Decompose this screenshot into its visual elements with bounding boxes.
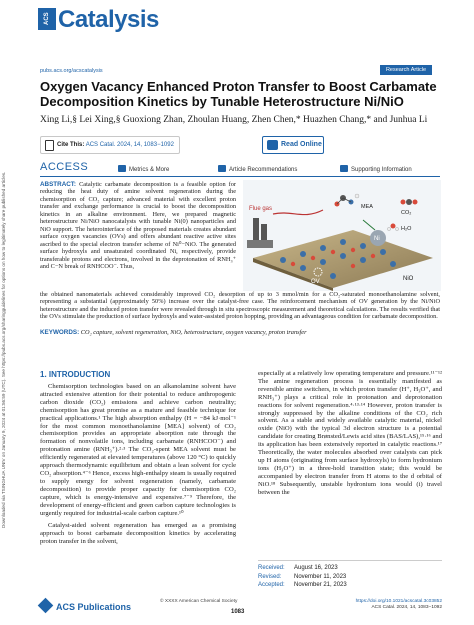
- page-footer: [0, 596, 474, 625]
- recommendations-label: Article Recommendations: [229, 167, 298, 173]
- doi-link[interactable]: https://doi.org/10.1021/acscatal.3c03852: [355, 599, 442, 604]
- keywords: [40, 329, 440, 336]
- factory-base: [247, 240, 273, 248]
- journal-url-link[interactable]: pubs.acs.org/acscatalysis: [40, 68, 103, 74]
- co2-label: CO₂: [401, 210, 412, 216]
- journal-name: Catalysis: [58, 6, 159, 33]
- abstract-text-left: [40, 181, 236, 270]
- cite-label: Cite This:: [57, 142, 85, 148]
- metrics-label: Metrics & More: [129, 167, 170, 173]
- document-icon: [45, 140, 54, 151]
- accepted-row: [258, 581, 442, 590]
- article-dates: [258, 560, 442, 590]
- supporting-label: Supporting Information: [351, 167, 412, 173]
- access-label: ACCESS: [40, 161, 89, 173]
- proton-transfer-arrow: [363, 220, 375, 230]
- read-online-button[interactable]: [262, 136, 324, 154]
- co2-molecule: [401, 199, 418, 205]
- abstract-label: ABSTRACT:: [40, 181, 77, 188]
- keywords-text: CO₂ capture, solvent regeneration, NiOₓ heterostructure, oxygen vacancy, proton transfer: [80, 329, 307, 336]
- metrics-link[interactable]: [118, 165, 169, 173]
- recommendations-link[interactable]: [218, 165, 297, 173]
- acs-logo-badge: ACS: [38, 8, 56, 30]
- gas-flow-arrow: [273, 210, 323, 215]
- revised-row: [258, 573, 442, 582]
- h2o-label: H₂O: [401, 226, 412, 232]
- section-heading-introduction: 1. INTRODUCTION: [40, 370, 111, 379]
- cite-this-box: [40, 136, 180, 154]
- read-online-icon: [267, 140, 278, 150]
- revised-date: November 11, 2023: [294, 573, 347, 580]
- footer-citation: ACS Catal. 2024, 14, 1083−1092: [371, 605, 442, 610]
- received-date: August 16, 2023: [294, 565, 338, 571]
- intro-paragraph-1: Chemisorption technologies based on an alkanolamine solvent have attracted extensive attention for their potential to reduce anthropogenic carbon dioxide (CO₂) emissions and achieve carbon neutrality; chemisorption has great promise as a mature and feasible technique for practical applications.¹ The high absorption enthalpy (H = −84 kJ·mol⁻¹ for the most common monoethanolamine [MEA] solvent) of CO₂ chemisorption provides an appropriate absorption rate through the formation of nonvolatile ions, including carbamate (RNHCOO⁻) and protonation amine (RNH₃⁺).²·³ The CO₂-spent MEA solvent must be efficiently regenerated at elevated temperatures (above 120 °C) to quickly approach thermodynamic equilibrium and obtain a lean solvent for cycle CO₂ absorption.⁴⁻⁶ Hence, excess high-enthalpy steam is usually required to supply energy for solvent regeneration (namely, carbamate decomposition) to provide proper capacity for chemisorption CO₂ capture, which is energy-intensive and expensive.⁷⁻⁹ Therefore, the development of energy-efficient and green carbon capture technologies is urgently required for industrial-scale carbon capture.¹⁰: [40, 383, 236, 517]
- download-watermark: Downloaded via TSINGHUA UNIV on January 9, 2024 at 01:56:59 (UTC). See https://pubs.acs.org/sharingguidelines for options on how to legitimately share published articles.: [1, 171, 6, 529]
- toc-illustration: [243, 180, 441, 291]
- article-type-badge: Research Article: [380, 65, 432, 75]
- article-title: Oxygen Vacancy Enhanced Proton Transfer to Boost Carbamate Decomposition Kinetics by Tunable Heterostructure Ni/NiO: [40, 79, 437, 109]
- citation-link[interactable]: ACS Catal. 2024, 14, 1083−1092: [85, 142, 174, 148]
- accepted-label: Accepted:: [258, 582, 285, 588]
- received-label: Received:: [258, 565, 285, 571]
- mea-label: MEA: [361, 204, 373, 210]
- water-molecule: [387, 224, 398, 231]
- received-row: [258, 564, 442, 573]
- keywords-label: KEYWORDS:: [40, 329, 80, 336]
- acs-publications-logo: [40, 600, 131, 612]
- supporting-info-link[interactable]: [340, 165, 412, 173]
- bar-chart-icon: [118, 165, 126, 172]
- abstract-body: Catalytic carbamate decomposition is a feasible option for reducing the heat duty of amine solvent regeneration during the chemisorption of CO₂ capture; advanced material with excellent proton transfer and exchange performance is crucial to boost the decomposition kinetics in an alkaline environment. Here, we prepared magnetic heterostructure Ni/NiO nanocatalysts with tunable Ni(0) nanoparticles and NiO support. The heterointerface of the proposed materials creates abundant surface oxygen vacancies (OVs) and offers abundant reactive active sites ascribed to the special electron transfer scheme of Ni⁰−NiO. The generated surface hydroxyls and unsaturated coordinated Ni, respectively, provide transferable protons and electrons, involved in the deprotonation of RNH₃⁺ and C−N break of RNHCOO⁻. Thus,: [40, 181, 236, 270]
- nio-label: NiO: [403, 276, 414, 282]
- read-online-label: Read Online: [281, 141, 322, 148]
- ov-label: OV: [311, 279, 320, 285]
- toc-graphic: [243, 180, 441, 291]
- left-column: [40, 383, 236, 551]
- copyright-notice: © XXXX American Chemical Society: [160, 599, 238, 604]
- doi-footer: [356, 599, 442, 611]
- author-list: Xing Li,§ Lei Xing,§ Guoxiong Zhan, Zhoulan Huang, Zhen Chen,* Huazhen Chang,* and Junhua Li: [40, 115, 428, 125]
- list-icon: [218, 165, 226, 172]
- attachment-icon: [340, 165, 348, 172]
- intro-paragraph-2: Catalyst-aided solvent regeneration has emerged as a promising approach to boost carbamate decomposition kinetics by accelerating proton transfer in the solvent,: [40, 522, 236, 546]
- journal-header: [0, 0, 474, 58]
- abstract-text-continued: the obtained nanomaterials achieved considerably improved CO₂ desorption of up to 3 mmol/min for a CO₂-saturated monoethanolamine solvent, representing a substantial (approximately 50%) increase over the catalyst-free case. The reinforcement mechanism of OV generation by the Ni/NiO heterostructure and the induced proton transfer were revealed through in situ spectroscopic measurement and theoretical calculations. The results verified that the OVs stimulate the production of surface hydroxyls and water-assisted proton hopping, providing an advantageous condition for carbamate decomposition.: [40, 291, 440, 321]
- publisher-name: ACS Publications: [56, 602, 132, 612]
- revised-label: Revised:: [258, 573, 282, 580]
- accepted-date: November 21, 2023: [294, 582, 347, 588]
- access-bar: [40, 161, 440, 177]
- acs-hexagon-icon: [38, 598, 54, 614]
- page-number: 1083: [231, 609, 245, 615]
- cite-row: [40, 136, 440, 156]
- flue-gas-label: Flue gas: [249, 206, 273, 212]
- ni-label: Ni: [374, 236, 380, 242]
- right-column: especially at a relatively low operating temperature and pressure.¹¹⁻¹² The amine regeneration process is essentially manifested as reversible amine switchers, in which proton transfer (H⁺, H₃O⁺, and RNH₃⁺) plays a critical role in protonation and deprotonation reactions for solvent regeneration.⁴·¹³·¹⁴ However, proton transfer is strongly suppressed by the alkaline conditions of the CO₂ rich solvent. As a stable and widely available catalytic material, nickel oxide (NiO) with the typical 3d electron structure is a potential candidate for creating Brønsted/Lewis acid sites (BAS/LAS),¹⁵·¹⁶ and its application has been extensively reported in catalytic reactions.¹⁷ Theoretically, the water molecules absorbed over catalysts can pick up H atoms (originating from surface hydroxyls) to form hydronium ions (H₃O⁺) in a three-hold transition state; this would be accompanied by electron transfer from H atoms to the d orbital of NiO.¹⁸ Subsequently, unstable hydronium ions would (i) travel between the: [258, 370, 442, 496]
- amine-molecule: [335, 194, 360, 207]
